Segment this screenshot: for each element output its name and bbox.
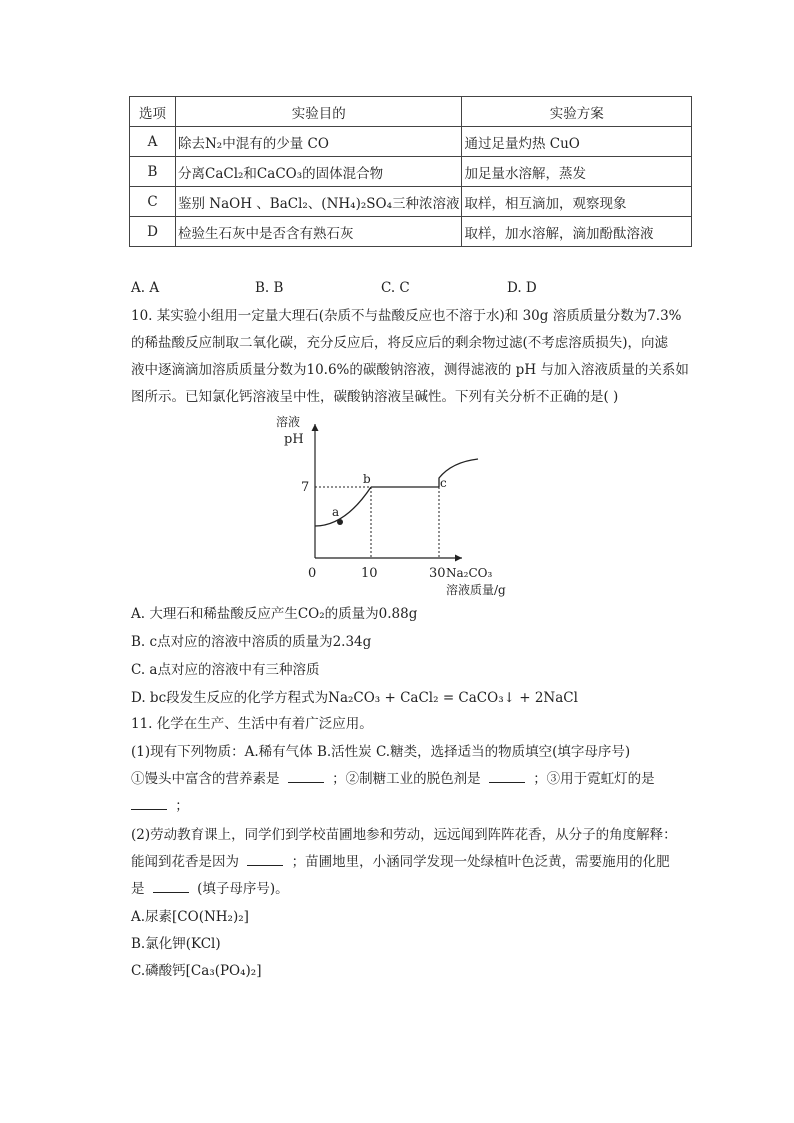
table-row — [130, 127, 692, 157]
header-goal: 实验目的 — [176, 97, 462, 127]
q11-part1-q2: ；②制糖工业的脱色剂是 — [332, 771, 481, 787]
row-option: A — [130, 127, 176, 157]
q11-title: 11. 化学在生产、生活中有着广泛应用。 — [131, 716, 373, 732]
label-b: b — [363, 472, 371, 486]
table-row — [130, 217, 692, 247]
q11-option-c: C.磷酸钙[Ca₃(PO₄)₂] — [131, 963, 262, 979]
x-tick-10: 10 — [361, 566, 378, 581]
choice-a: A. A — [131, 280, 160, 296]
q10-line-1: 10. 某实验小组用一定量大理石(杂质不与盐酸反应也不溶于水)和 30g 溶质质量分数为7.3% — [131, 308, 682, 324]
answer-blank[interactable] — [489, 770, 525, 783]
q10-option-b: B. c点对应的溶液中溶质的质量为2.34g — [131, 634, 372, 650]
q11-part2-line2b: ；苗圃地里，小涵同学发现一处绿植叶色泛黄，需要施用的化肥 — [291, 854, 670, 870]
q11-part1-q1: ①馒头中富含的营养素是 — [131, 771, 280, 787]
label-c: c — [440, 476, 447, 490]
choice-b: B. B — [255, 280, 284, 296]
ylabel-line2: pH — [284, 432, 304, 447]
choice-d: D. D — [507, 280, 537, 296]
q11-part1-line — [131, 770, 655, 788]
table-row — [130, 187, 692, 217]
row-plan: 通过足量灼热 CuO — [462, 127, 692, 157]
row-option: D — [130, 217, 176, 247]
row-goal: 除去N₂中混有的少量 CO — [176, 127, 462, 157]
xlabel-formula: Na₂CO₃ — [446, 566, 493, 580]
q11-part2-line1: (2)劳动教育课上，同学们到学校苗圃地参和劳动，远远闻到阵阵花香，从分子的角度解释： — [131, 827, 677, 843]
row-goal: 检验生石灰中是否含有熟石灰 — [176, 217, 462, 247]
q11-part2-line2a: 能闻到花香是因为 — [131, 854, 239, 870]
ylabel-line1: 溶液 — [276, 415, 301, 429]
row-option: B — [130, 157, 176, 187]
point-a — [337, 519, 343, 525]
q10-line-3: 液中逐滴滴加溶质质量分数为10.6%的碳酸钠溶液，测得滤液的 pH 与加入溶液质量的关系如 — [131, 362, 689, 378]
q11-option-a: A.尿素[CO(NH₂)₂] — [131, 909, 249, 925]
choice-c: C. C — [381, 280, 410, 296]
label-a: a — [332, 505, 340, 519]
q10-line-2: 的稀盐酸反应制取二氧化碳，充分反应后，将反应后的剩余物过滤(不考虑溶质损失)，向滤 — [131, 335, 669, 351]
answer-blank[interactable] — [131, 797, 167, 810]
q10-option-d: D. bc段发生反应的化学方程式为Na₂CO₃ + CaCl₂ = CaCO₃↓ + 2NaCl — [131, 690, 578, 706]
row-option: C — [130, 187, 176, 217]
row-plan: 取样，加水溶解，滴加酚酞溶液 — [462, 217, 692, 247]
q11-part2-line2 — [131, 853, 670, 871]
table-header-row — [130, 97, 692, 127]
q10-option-c: C. a点对应的溶液中有三种溶质 — [131, 662, 320, 678]
q10-line-4: 图所示。已知氯化钙溶液呈中性，碳酸钠溶液呈碱性。下列有关分析不正确的是( ) — [131, 389, 619, 405]
q11-part1-q3: ；③用于霓虹灯的是 — [533, 771, 655, 787]
answer-blank[interactable] — [288, 770, 324, 783]
x-tick-30: 30 — [429, 566, 446, 581]
answer-blank[interactable] — [153, 880, 189, 893]
q11-part1-end: ； — [175, 798, 189, 814]
answer-blank[interactable] — [247, 853, 283, 866]
row-plan: 加足量水溶解，蒸发 — [462, 157, 692, 187]
q10-option-a: A. 大理石和稀盐酸反应产生CO₂的质量为0.88g — [131, 606, 418, 622]
experiment-table — [129, 96, 692, 247]
q11-part2-line3a: 是 — [131, 881, 145, 897]
q11-part2-line3b: (填子母序号)。 — [197, 881, 289, 897]
row-goal: 分离CaCl₂和CaCO₃的固体混合物 — [176, 157, 462, 187]
row-plan: 取样，相互滴加，观察现象 — [462, 187, 692, 217]
curve-ab — [315, 487, 371, 526]
q11-part1-line-2 — [131, 797, 189, 815]
header-plan: 实验方案 — [462, 97, 692, 127]
q11-part1-intro: (1)现有下列物质：A.稀有气体 B.活性炭 C.糖类，选择适当的物质填空(填字母序号) — [131, 744, 631, 760]
q11-option-b: B.氯化钾(KCl) — [131, 936, 221, 952]
xlabel-line2: 溶液质量/g — [446, 583, 506, 597]
row-goal: 鉴别 NaOH 、BaCl₂、(NH₄)₂SO₄三种浓溶液 — [176, 187, 462, 217]
y-tick-7: 7 — [301, 480, 310, 495]
curve-after-c — [439, 459, 478, 487]
table-row — [130, 157, 692, 187]
q11-part2-line3 — [131, 880, 289, 898]
origin-label: 0 — [308, 566, 317, 581]
header-option: 选项 — [130, 97, 176, 127]
